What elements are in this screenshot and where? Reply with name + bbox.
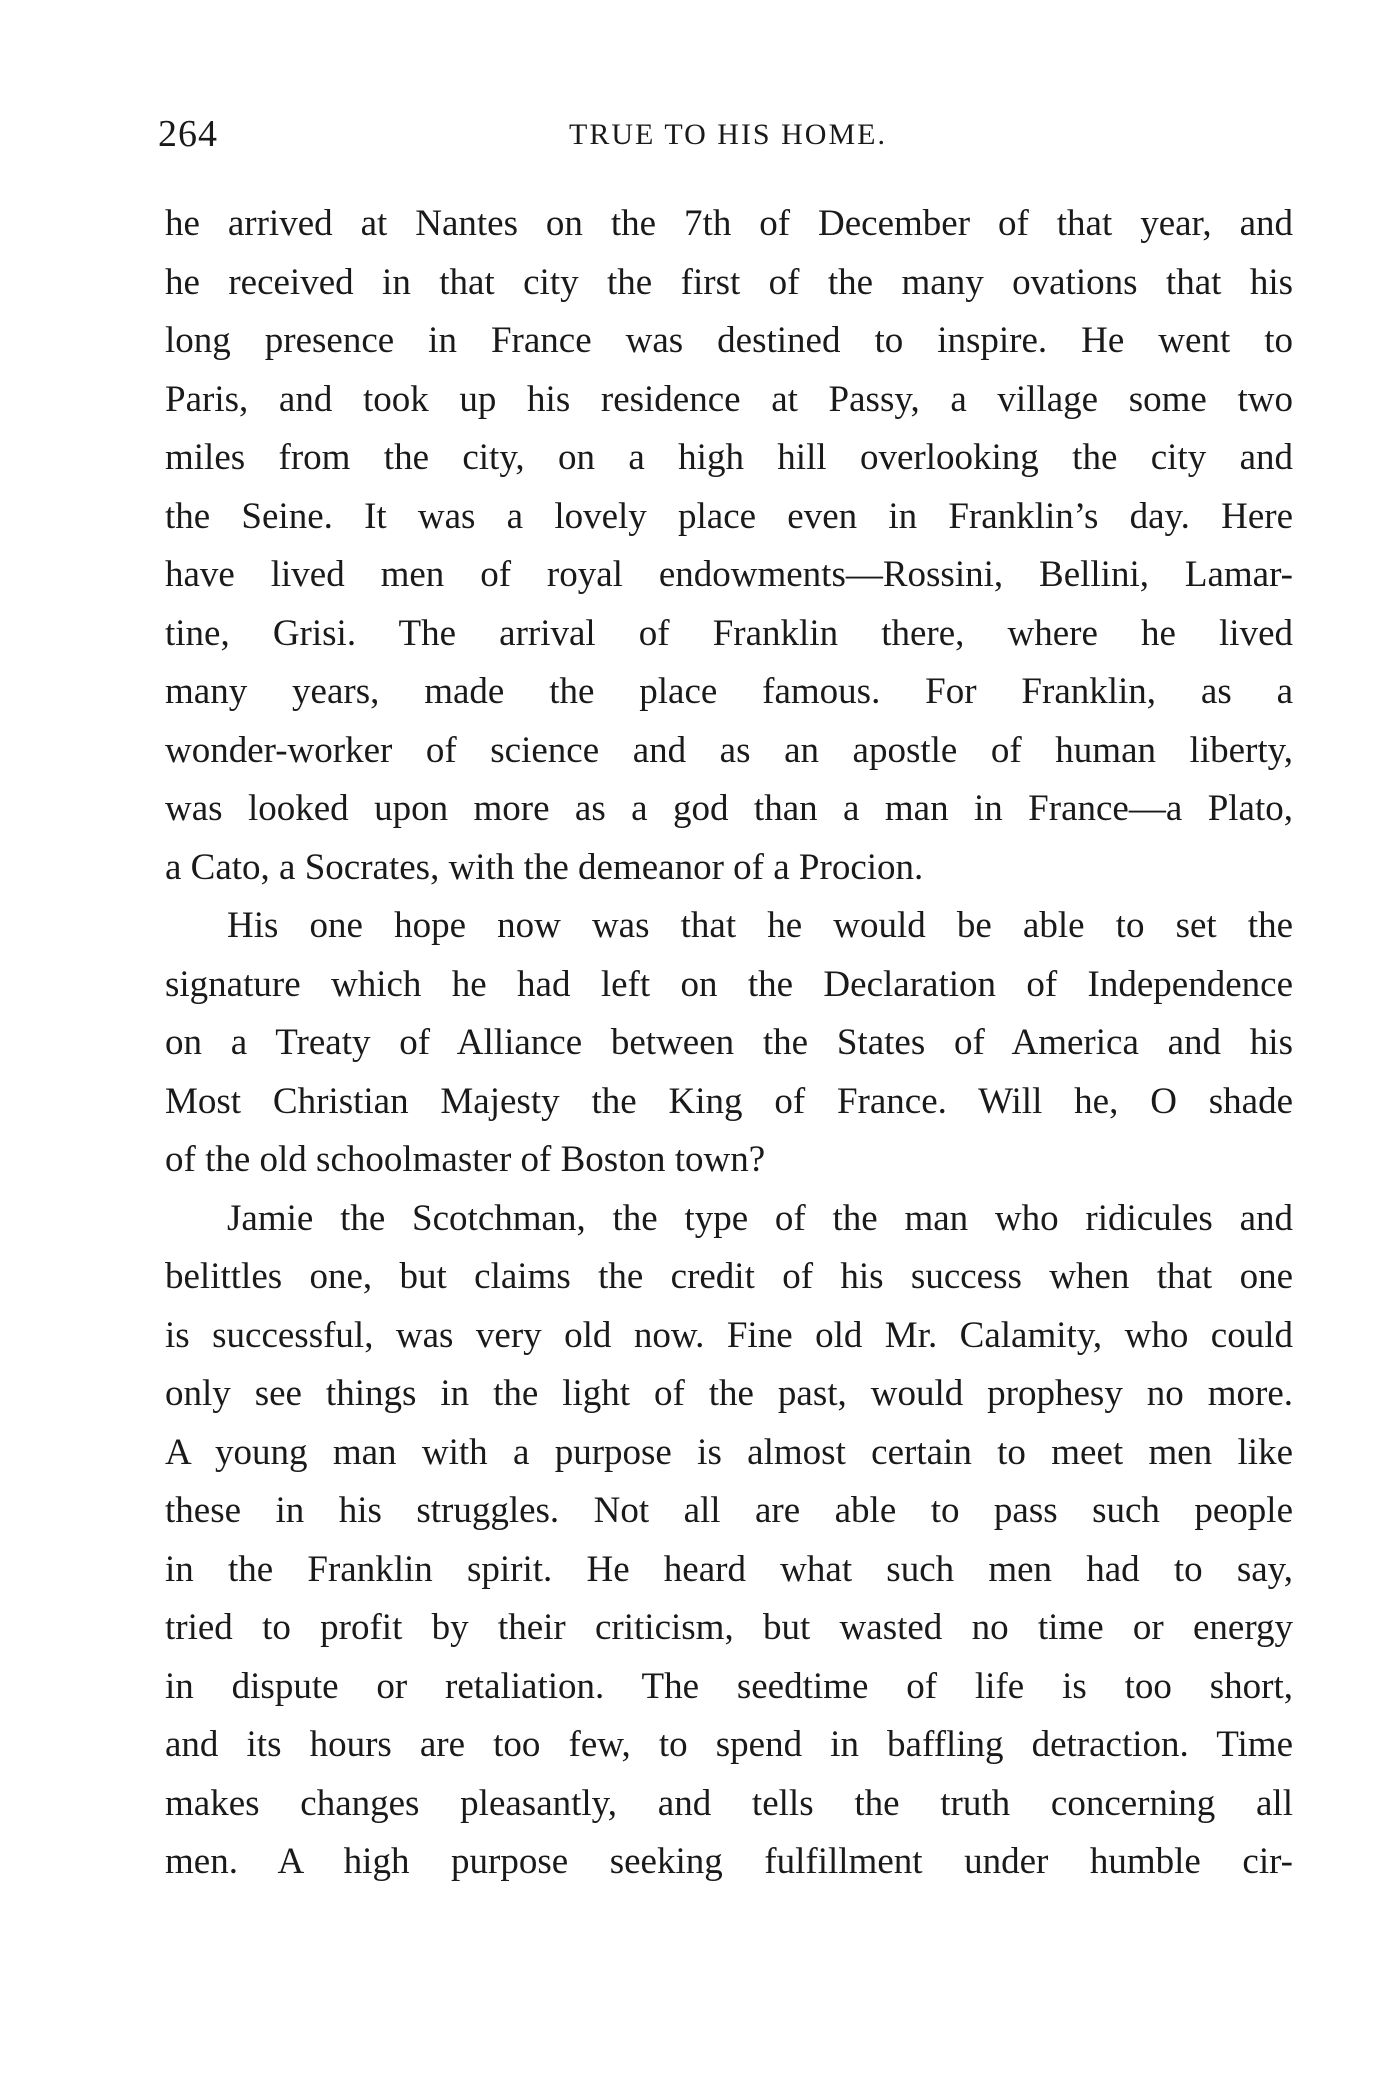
text-line: wonder-worker of science and as an apostle of human liberty, bbox=[165, 729, 1293, 771]
text-line: tried to profit by their criticism, but wasted no time or energy bbox=[165, 1607, 1293, 1648]
text-line: on a Treaty of Alliance between the States of America and his bbox=[165, 1022, 1293, 1063]
text-line: the Seine. It was a lovely place even in Franklin’s day. Here bbox=[165, 495, 1293, 537]
paragraph bbox=[165, 195, 1293, 897]
text-line: was looked upon more as a god than a man in France—a Plato, bbox=[165, 788, 1293, 829]
text-line: His one hope now was that he would be able to set the bbox=[227, 905, 1293, 946]
text-line: a Cato, a Socrates, with the demeanor of a Procion. bbox=[165, 846, 924, 888]
text-line: signature which he had left on the Declaration of Independence bbox=[165, 963, 1293, 1005]
running-head: TRUE TO HIS HOME. bbox=[569, 118, 887, 151]
text-line: in the Franklin spirit. He heard what such men had to say, bbox=[165, 1548, 1293, 1590]
text-line: miles from the city, on a high hill overlooking the city and bbox=[165, 437, 1293, 478]
text-line: is successful, was very old now. Fine old Mr. Calamity, who could bbox=[165, 1314, 1293, 1356]
body-text bbox=[165, 195, 1293, 1892]
text-line: belittles one, but claims the credit of his success when that one bbox=[165, 1256, 1293, 1297]
page-header bbox=[158, 112, 1298, 162]
paragraph bbox=[165, 897, 1293, 1190]
text-line: Most Christian Majesty the King of France. Will he, O shade bbox=[165, 1080, 1293, 1122]
text-line: Paris, and took up his residence at Passy, a village some two bbox=[165, 378, 1293, 420]
text-line: of the old schoolmaster of Boston town? bbox=[165, 1139, 766, 1180]
text-line: makes changes pleasantly, and tells the truth concerning all bbox=[165, 1782, 1293, 1824]
text-line: long presence in France was destined to inspire. He went to bbox=[165, 320, 1293, 361]
text-line: many years, made the place famous. For Franklin, as a bbox=[165, 671, 1293, 712]
text-line: and its hours are too few, to spend in baffling detraction. Time bbox=[165, 1724, 1293, 1765]
text-line: only see things in the light of the past, would prophesy no more. bbox=[165, 1373, 1293, 1414]
text-line: men. A high purpose seeking fulfillment under humble cir- bbox=[165, 1841, 1293, 1882]
text-line: Jamie the Scotchman, the type of the man who ridicules and bbox=[227, 1197, 1293, 1239]
page-number: 264 bbox=[158, 113, 218, 155]
text-line: have lived men of royal endowments—Rossini, Bellini, Lamar- bbox=[165, 554, 1293, 595]
text-line: he received in that city the first of the many ovations that his bbox=[165, 261, 1293, 303]
text-line: these in his struggles. Not all are able to pass such people bbox=[165, 1490, 1293, 1531]
text-line: in dispute or retaliation. The seedtime of life is too short, bbox=[165, 1665, 1293, 1707]
text-line: A young man with a purpose is almost certain to meet men like bbox=[165, 1431, 1293, 1473]
text-line: he arrived at Nantes on the 7th of December of that year, and bbox=[165, 203, 1293, 244]
paragraph bbox=[165, 1190, 1293, 1892]
text-line: tine, Grisi. The arrival of Franklin there, where he lived bbox=[165, 612, 1293, 654]
